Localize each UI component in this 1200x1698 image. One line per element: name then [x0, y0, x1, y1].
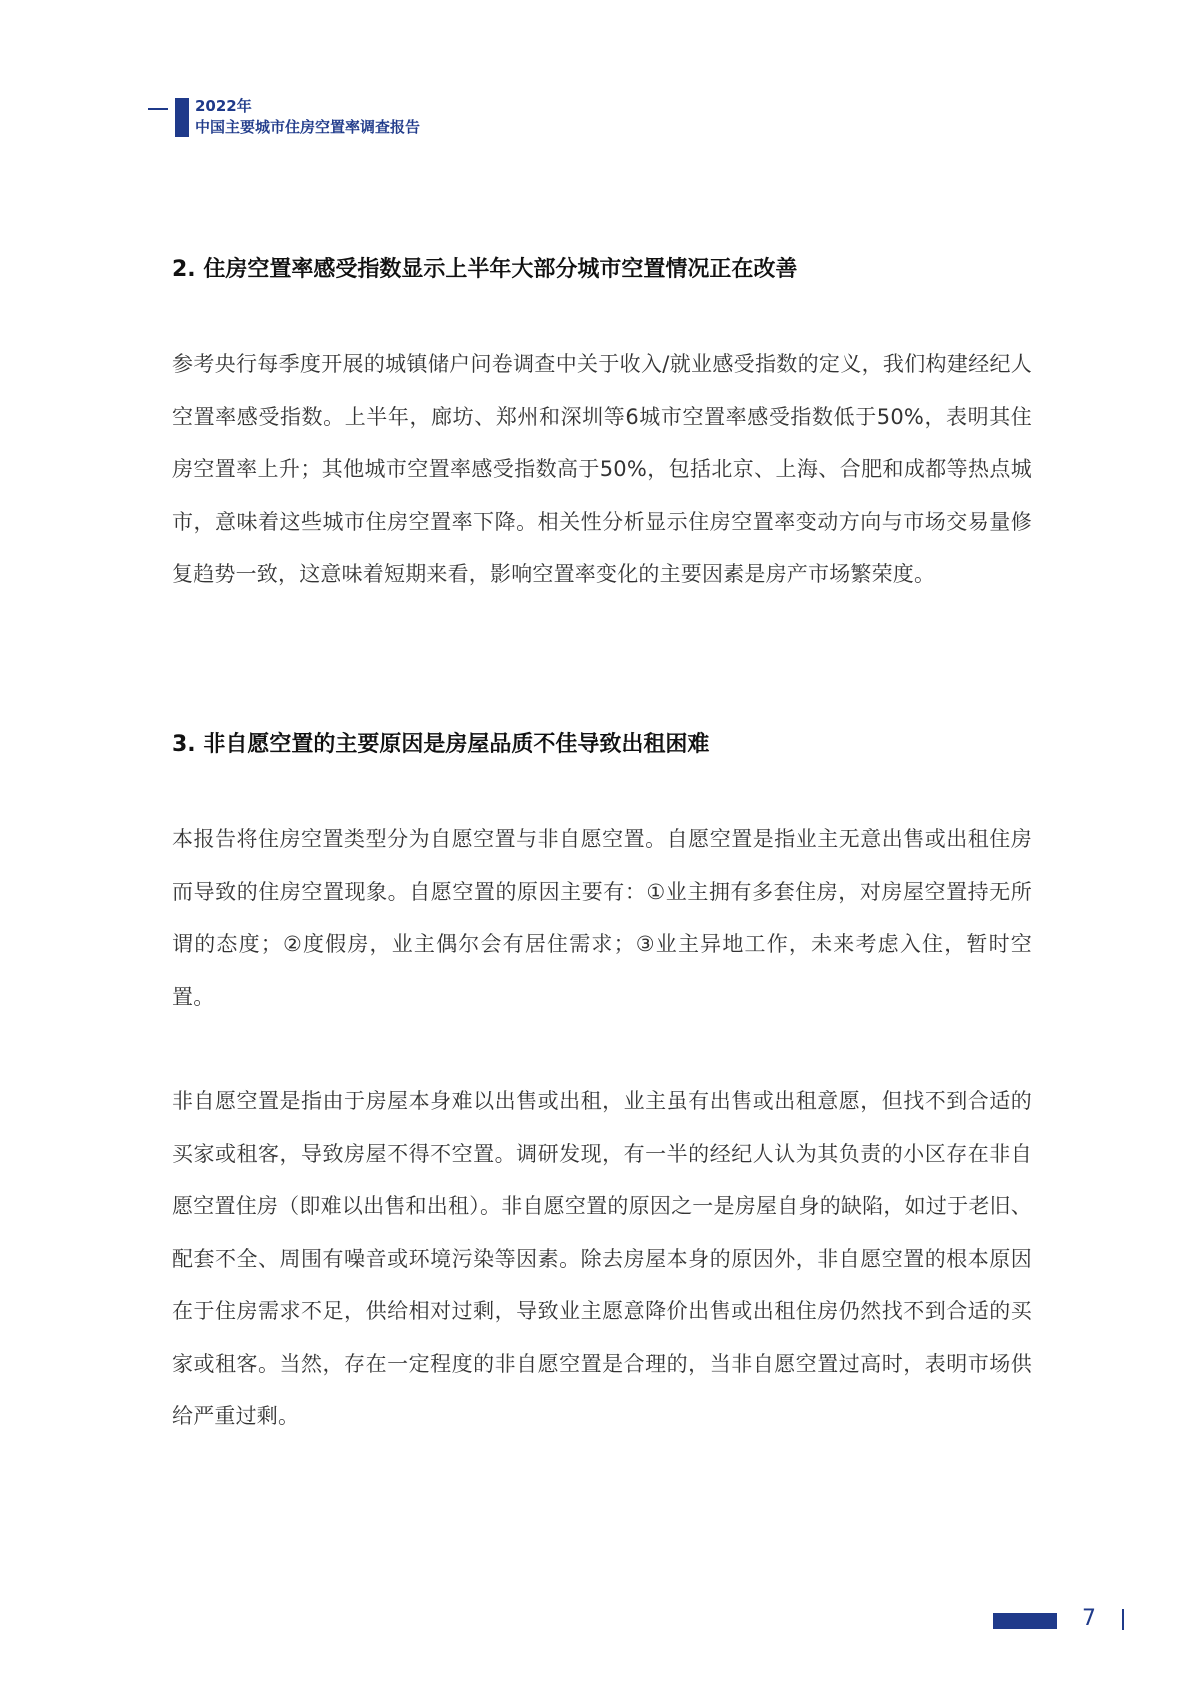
header-report-title: 中国主要城市住房空置率调查报告	[195, 118, 421, 136]
header-dash-decoration	[148, 108, 168, 110]
footer-divider	[1122, 1609, 1124, 1630]
page-number: 7	[1082, 1606, 1096, 1631]
header-year: 2022年	[195, 97, 252, 115]
footer-accent-bar	[993, 1613, 1057, 1629]
paragraph: 非自愿空置是指由于房屋本身难以出售或出租，业主虽有出售或出租意愿，但找不到合适的买家或租客，导致房屋不得不空置。调研发现，有一半的经纪人认为其负责的小区存在非自愿空置住房（即难以出售和出租）。非自愿空置的原因之一是房屋自身的缺陷，如过于老旧、配套不全、周围有噪音或环境污染等因素。除去房屋本身的原因外，非自愿空置的根本原因在于住房需求不足，供给相对过剩，导致业主愿意降价出售或出租住房仍然找不到合适的买家或租客。当然，存在一定程度的非自愿空置是合理的，当非自愿空置过高时，表明市场供给严重过剩。	[172, 1089, 1032, 1428]
section-heading-3: 3. 非自愿空置的主要原因是房屋品质不佳导致出租困难	[172, 732, 710, 757]
paragraph: 参考央行每季度开展的城镇储户问卷调查中关于收入/就业感受指数的定义，我们构建经纪人空置率感受指数。上半年，廊坊、郑州和深圳等6城市空置率感受指数低于50%，表明其住房空置率上升；其他城市空置率感受指数高于50%，包括北京、上海、合肥和成都等热点城市，意味着这些城市住房空置率下降。相关性分析显示住房空置率变动方向与市场交易量修复趋势一致，这意味着短期来看，影响空置率变化的主要因素是房产市场繁荣度。	[172, 352, 1032, 586]
paragraph: 本报告将住房空置类型分为自愿空置与非自愿空置。自愿空置是指业主无意出售或出租住房而导致的住房空置现象。自愿空置的原因主要有：①业主拥有多套住房，对房屋空置持无所谓的态度；②度假房，业主偶尔会有居住需求；③业主异地工作，未来考虑入住，暂时空置。	[172, 827, 1032, 1009]
header-accent-bar	[175, 98, 189, 137]
section-heading-2: 2. 住房空置率感受指数显示上半年大部分城市空置情况正在改善	[172, 257, 798, 282]
